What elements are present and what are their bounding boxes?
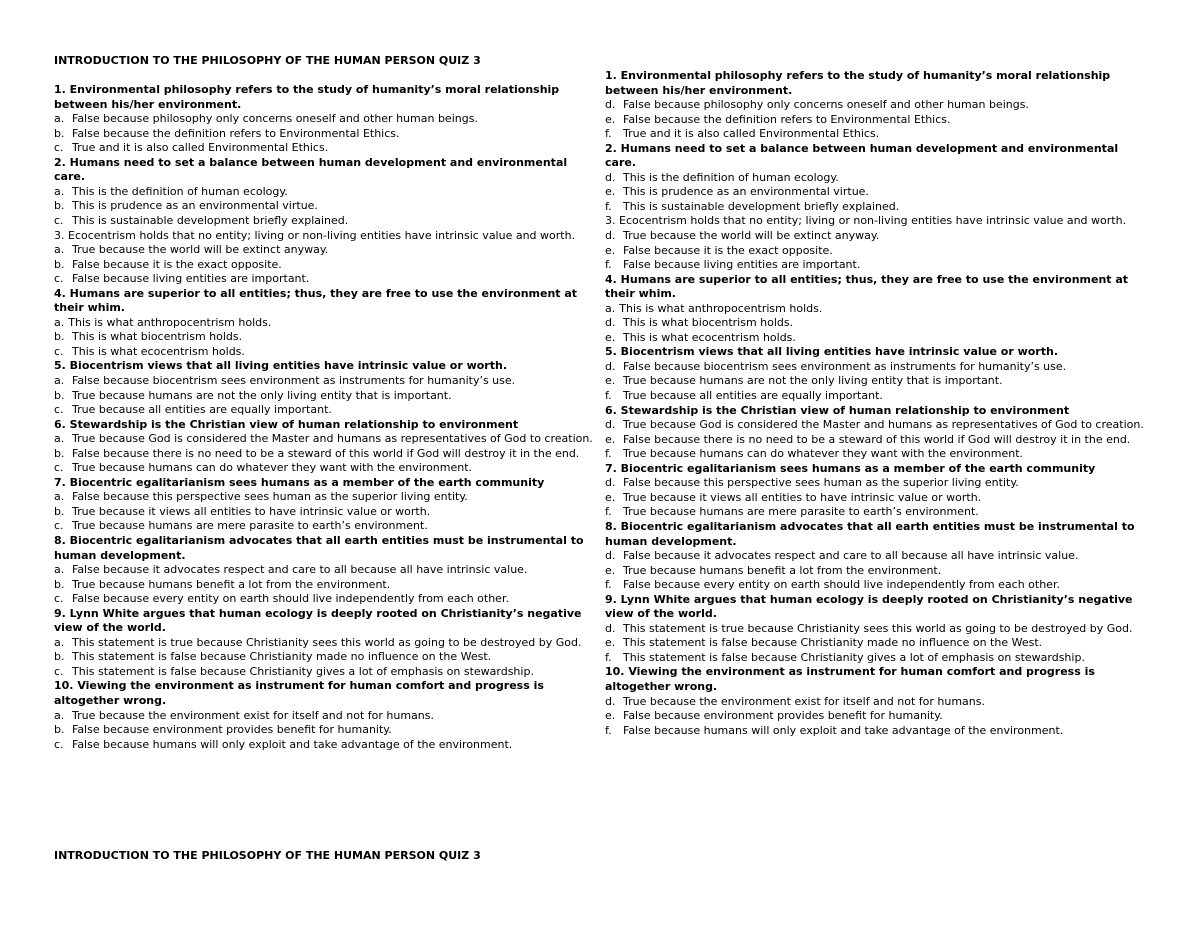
option-text: This is what biocentrism holds. <box>623 316 794 330</box>
answer-option <box>605 360 1150 375</box>
option-text: This is the definition of human ecology. <box>72 184 288 198</box>
option-text: False because every entity on earth should live independently from each other. <box>72 592 509 606</box>
option-letter: d. <box>605 694 616 708</box>
option-text: False because biocentrism sees environment as instruments for humanity’s use. <box>623 359 1067 373</box>
option-letter: c. <box>54 141 64 155</box>
option-text: True because humans can do whatever they want with the environment. <box>72 461 473 475</box>
option-text: True because humans benefit a lot from the environment. <box>72 577 391 591</box>
answer-option <box>54 723 598 738</box>
answer-option <box>54 461 598 476</box>
option-text: This is what biocentrism holds. <box>72 330 243 344</box>
option-text: This is the definition of human ecology. <box>623 170 839 184</box>
answer-option <box>54 447 598 462</box>
question-text: 3. Ecocentrism holds that no entity; living or non-living entities have intrinsic value and worth. <box>54 228 576 242</box>
question-text: 8. Biocentric egalitarianism advocates that all earth entities must be instrumental to human development. <box>54 534 584 562</box>
option-letter: b. <box>54 577 65 591</box>
question-text: 2. Humans need to set a balance between human development and environmental care. <box>605 141 1119 170</box>
option-letter: e. <box>605 432 616 446</box>
option-letter: e. <box>605 636 616 650</box>
option-text: This statement is true because Christianity sees this world as going to be destroyed by God. <box>623 621 1133 635</box>
answer-option <box>54 563 598 578</box>
option-letter: c. <box>54 664 64 678</box>
option-text: False because there is no need to be a steward of this world if God will destroy it in the end. <box>623 432 1131 446</box>
option-letter: b. <box>54 257 65 271</box>
option-text: This is sustainable development briefly explained. <box>72 213 349 227</box>
option-letter: e. <box>605 374 616 388</box>
answer-option <box>605 491 1150 506</box>
question-text: 4. Humans are superior to all entities; thus, they are free to use the environment at their whim. <box>605 272 1129 301</box>
option-text: False because living entities are important. <box>72 272 310 286</box>
quiz-title-bottom: INTRODUCTION TO THE PHILOSOPHY OF THE HUMAN PERSON QUIZ 3 <box>54 849 481 862</box>
question-text: 3. Ecocentrism holds that no entity; living or non-living entities have intrinsic value and worth. <box>605 214 1127 228</box>
option-text: True because humans are mere parasite to earth’s environment. <box>72 519 428 533</box>
option-letter: c. <box>54 737 64 751</box>
answer-option <box>605 651 1150 666</box>
option-letter: a. <box>54 373 65 387</box>
option-text: This is what ecocentrism holds. <box>623 330 796 344</box>
answer-option <box>54 330 598 345</box>
answer-option <box>605 374 1150 389</box>
option-letter: c. <box>54 461 64 475</box>
question-text: 5. Biocentrism views that all living entities have intrinsic value or worth. <box>605 345 1058 359</box>
answer-option <box>605 695 1150 710</box>
option-letter: c. <box>54 272 64 286</box>
answer-option <box>605 418 1150 433</box>
answer-option <box>605 549 1150 564</box>
option-text: True and it is also called Environmental Ethics. <box>72 141 329 155</box>
answer-option <box>54 374 598 389</box>
question-text: 9. Lynn White argues that human ecology is deeply rooted on Christianity’s negative view of the world. <box>54 606 582 635</box>
answer-option <box>605 724 1150 739</box>
option-text: True because humans are mere parasite to earth’s environment. <box>623 505 979 519</box>
option-text: True because all entities are equally important. <box>623 389 883 403</box>
option-letter: d. <box>605 359 616 373</box>
option-letter: b. <box>54 446 65 460</box>
answer-option <box>605 127 1150 142</box>
option-text: True because God is considered the Master and humans as representatives of God to creation. <box>72 432 593 446</box>
option-letter: a. <box>54 563 65 577</box>
answer-option <box>54 243 598 258</box>
option-text: False because it advocates respect and care to all because all have intrinsic value. <box>623 549 1079 563</box>
answer-option <box>54 505 598 520</box>
answer-option <box>54 127 598 142</box>
option-text: True because God is considered the Master and humans as representatives of God to creation. <box>623 418 1144 432</box>
option-text: False because philosophy only concerns oneself and other human beings. <box>72 112 478 126</box>
option-letter: a. <box>54 243 65 257</box>
answer-option <box>605 578 1150 593</box>
option-text: False because environment provides benefit for humanity. <box>623 709 943 723</box>
option-text: False because philosophy only concerns oneself and other human beings. <box>623 98 1029 112</box>
option-letter: e. <box>605 563 616 577</box>
option-letter: e. <box>605 243 616 257</box>
question-text: 8. Biocentric egalitarianism advocates that all earth entities must be instrumental to human development. <box>605 519 1135 548</box>
option-text: This is prudence as an environmental virtue. <box>72 199 318 213</box>
option-text: False because there is no need to be a steward of this world if God will destroy it in the end. <box>72 446 580 460</box>
option-text: This statement is false because Christianity made no influence on the West. <box>623 636 1043 650</box>
option-letter: a. <box>54 315 65 329</box>
answer-option <box>605 185 1150 200</box>
option-letter: c. <box>54 403 64 417</box>
answer-option <box>54 432 598 447</box>
question-text: 10. Viewing the environment as instrument for human comfort and progress is altogether wrong. <box>605 665 1095 693</box>
option-letter: a. <box>54 708 65 722</box>
option-letter: b. <box>54 723 65 737</box>
option-text: This statement is false because Christianity gives a lot of emphasis on stewardship. <box>72 664 534 678</box>
answer-option <box>54 636 598 651</box>
question-text: 7. Biocentric egalitarianism sees humans as a member of the earth community <box>605 461 1096 475</box>
option-letter: d. <box>605 621 616 635</box>
option-letter: f. <box>605 389 612 403</box>
option-text: False because the definition refers to Environmental Ethics. <box>72 126 400 140</box>
option-letter: a. <box>54 184 65 198</box>
answer-option <box>605 258 1150 273</box>
option-text: True because all entities are equally important. <box>72 403 332 417</box>
answer-option <box>54 272 598 287</box>
option-text: False because this perspective sees human as the superior living entity. <box>623 476 1019 490</box>
answer-option <box>605 171 1150 186</box>
option-letter: f. <box>605 199 612 213</box>
answer-option <box>605 564 1150 579</box>
answer-option <box>605 200 1150 215</box>
option-text: True because humans can do whatever they want with the environment. <box>623 447 1024 461</box>
option-letter: e. <box>605 185 616 199</box>
option-letter: f. <box>605 650 612 664</box>
answer-option <box>605 244 1150 259</box>
answer-option <box>54 403 598 418</box>
option-letter: a. <box>54 112 65 126</box>
option-letter: c. <box>54 344 64 358</box>
option-letter: d. <box>605 549 616 563</box>
answer-option <box>605 113 1150 128</box>
option-text: False because humans will only exploit and take advantage of the environment. <box>623 723 1064 737</box>
option-text: This statement is false because Christianity gives a lot of emphasis on stewardship. <box>623 650 1085 664</box>
question-text: 6. Stewardship is the Christian view of human relationship to environment <box>54 417 519 431</box>
answer-option <box>54 650 598 665</box>
option-text: This is sustainable development briefly explained. <box>623 199 900 213</box>
answer-option <box>605 229 1150 244</box>
answer-option <box>605 622 1150 637</box>
answer-option <box>605 476 1150 491</box>
option-text: This is what anthropocentrism holds. <box>68 315 272 329</box>
question-text: 7. Biocentric egalitarianism sees humans as a member of the earth community <box>54 475 545 489</box>
option-text: This statement is true because Christianity sees this world as going to be destroyed by God. <box>72 635 582 649</box>
option-text: False because humans will only exploit and take advantage of the environment. <box>72 737 513 751</box>
option-letter: c. <box>54 519 64 533</box>
option-text: True because humans are not the only living entity that is important. <box>72 388 452 402</box>
option-letter: b. <box>54 126 65 140</box>
option-text: True because it views all entities to have intrinsic value or worth. <box>623 490 982 504</box>
question-text: 9. Lynn White argues that human ecology is deeply rooted on Christianity’s negative view of the world. <box>605 592 1133 621</box>
answer-option <box>605 316 1150 331</box>
question-text: 10. Viewing the environment as instrument for human comfort and progress is altogether wrong. <box>54 679 544 708</box>
option-text: False because the definition refers to Environmental Ethics. <box>623 112 951 126</box>
option-letter: f. <box>605 127 612 141</box>
answer-option <box>54 490 598 505</box>
option-text: False because it is the exact opposite. <box>623 243 833 257</box>
option-letter: b. <box>54 330 65 344</box>
answer-option <box>605 505 1150 520</box>
option-text: True because the world will be extinct anyway. <box>72 243 329 257</box>
option-text: False because living entities are important. <box>623 258 861 272</box>
answer-option <box>605 389 1150 404</box>
option-letter: b. <box>54 199 65 213</box>
option-text: True because humans benefit a lot from the environment. <box>623 563 942 577</box>
option-text: True because the world will be extinct anyway. <box>623 229 880 243</box>
option-letter: f. <box>605 447 612 461</box>
option-letter: d. <box>605 476 616 490</box>
answer-option <box>605 331 1150 346</box>
question-text: 1. Environmental philosophy refers to the study of humanity’s moral relationship between his/her environment. <box>605 69 1111 97</box>
answer-option <box>54 316 598 331</box>
left-questions <box>54 83 598 752</box>
option-letter: b. <box>54 388 65 402</box>
option-letter: f. <box>605 578 612 592</box>
option-text: True because humans are not the only living entity that is important. <box>623 374 1003 388</box>
option-letter: a. <box>54 432 65 446</box>
option-letter: e. <box>605 709 616 723</box>
question-text: 5. Biocentrism views that all living entities have intrinsic value or worth. <box>54 359 507 373</box>
left-column <box>54 54 598 752</box>
answer-option <box>605 447 1150 462</box>
option-text: This is what ecocentrism holds. <box>72 344 245 358</box>
option-letter: a. <box>605 301 616 315</box>
answer-option <box>54 258 598 273</box>
option-letter: d. <box>605 316 616 330</box>
option-letter: f. <box>605 723 612 737</box>
option-text: False because it advocates respect and care to all because all have intrinsic value. <box>72 563 528 577</box>
answer-option <box>605 98 1150 113</box>
answer-option <box>605 302 1150 317</box>
option-letter: d. <box>605 418 616 432</box>
option-text: True because it views all entities to have intrinsic value or worth. <box>72 504 431 518</box>
option-letter: d. <box>605 98 616 112</box>
option-letter: a. <box>54 635 65 649</box>
option-letter: f. <box>605 258 612 272</box>
option-text: This is what anthropocentrism holds. <box>619 301 823 315</box>
option-text: This statement is false because Christianity made no influence on the West. <box>72 650 492 664</box>
option-text: This is prudence as an environmental virtue. <box>623 185 869 199</box>
answer-option <box>605 709 1150 724</box>
answer-option <box>54 185 598 200</box>
answer-option <box>605 636 1150 651</box>
answer-option <box>54 214 598 229</box>
option-letter: e. <box>605 490 616 504</box>
option-text: False because it is the exact opposite. <box>72 257 282 271</box>
answer-option <box>54 199 598 214</box>
option-text: False because this perspective sees human as the superior living entity. <box>72 490 468 504</box>
option-letter: a. <box>54 490 65 504</box>
option-letter: e. <box>605 112 616 126</box>
answer-option <box>54 578 598 593</box>
question-text: 4. Humans are superior to all entities; thus, they are free to use the environment at their whim. <box>54 286 578 315</box>
option-letter: d. <box>605 170 616 184</box>
option-letter: c. <box>54 592 64 606</box>
option-letter: e. <box>605 330 616 344</box>
option-text: False because every entity on earth should live independently from each other. <box>623 578 1060 592</box>
option-letter: d. <box>605 229 616 243</box>
answer-option <box>54 519 598 534</box>
question-text: 1. Environmental philosophy refers to the study of humanity’s moral relationship between his/her environment. <box>54 83 560 111</box>
question-text: 2. Humans need to set a balance between human development and environmental care. <box>54 155 568 184</box>
answer-option <box>54 592 598 607</box>
option-text: True and it is also called Environmental Ethics. <box>623 127 880 141</box>
answer-option <box>54 738 598 753</box>
option-letter: c. <box>54 213 64 227</box>
answer-option <box>605 433 1150 448</box>
answer-option <box>54 665 598 680</box>
option-letter: f. <box>605 505 612 519</box>
quiz-title: INTRODUCTION TO THE PHILOSOPHY OF THE HUMAN PERSON QUIZ 3 <box>54 54 481 67</box>
option-letter: b. <box>54 650 65 664</box>
option-text: True because the environment exist for itself and not for humans. <box>623 694 985 708</box>
answer-option <box>54 141 598 156</box>
option-text: False because environment provides benefit for humanity. <box>72 723 392 737</box>
answer-option <box>54 709 598 724</box>
question-text: 6. Stewardship is the Christian view of human relationship to environment <box>605 403 1070 417</box>
right-column <box>605 69 1150 738</box>
right-questions <box>605 69 1150 738</box>
option-letter: b. <box>54 504 65 518</box>
option-text: True because the environment exist for itself and not for humans. <box>72 708 434 722</box>
answer-option <box>54 112 598 127</box>
answer-option <box>54 345 598 360</box>
answer-option <box>54 389 598 404</box>
option-text: False because biocentrism sees environment as instruments for humanity’s use. <box>72 373 516 387</box>
